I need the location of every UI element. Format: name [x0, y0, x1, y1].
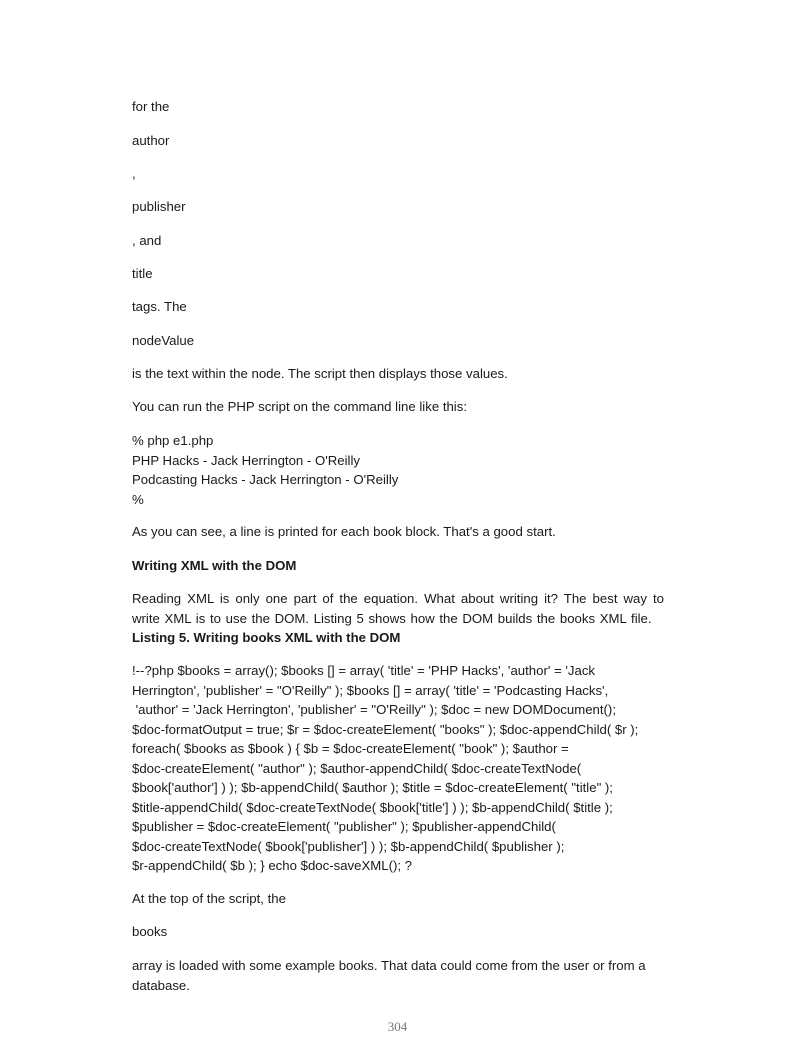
console-line: PHP Hacks - Jack Herrington - O'Reilly [132, 452, 360, 468]
section-heading: Writing XML with the DOM [132, 558, 297, 573]
code-line: $book['author'] ) ); $b-appendChild( $author ); $title = $doc-createElement( "title" ); [132, 780, 613, 795]
code-line: $doc-formatOutput = true; $r = $doc-createElement( "books" ); $doc-appendChild( $r ); [132, 721, 639, 737]
code-line: $publisher = $doc-createElement( "publisher" ); $publisher-appendChild( [132, 819, 556, 834]
text-fragment: for the [132, 99, 170, 114]
text-fragment: tags. The [132, 299, 187, 314]
code-line: Herrington', 'publisher' = "O'Reilly" ); $books [] = array( 'title' = 'Podcasting Hacks', [132, 682, 609, 698]
paragraph-line-printed: As you can see, a line is printed for each book block. That's a good start. [132, 524, 556, 539]
listing-title: Listing 5. Writing books XML with the DOM [132, 630, 401, 645]
code-line: foreach( $books as $book ) { $b = $doc-createElement( "book" ); $author = [132, 741, 569, 756]
text-fragment: , [132, 166, 136, 181]
paragraph-reading-xml: Reading XML is only one part of the equation. What about writing it? The best way to write XML is to use the DOM. Listing 5 shows how the DOM builds the books XML file. [132, 591, 664, 626]
code-line: 'author' = 'Jack Herrington', 'publisher' = "O'Reilly" ); $doc = new DOMDocument(); [132, 702, 616, 717]
console-line: % [132, 491, 144, 507]
code-line: $doc-createElement( "author" ); $author-appendChild( $doc-createTextNode( [132, 760, 582, 776]
code-line: $r-appendChild( $b ); } echo $doc-saveXML(); ? [132, 858, 413, 873]
text-fragment: books [132, 924, 168, 939]
console-line: Podcasting Hacks - Jack Herrington - O'Reilly [132, 472, 399, 487]
paragraph-top-of-script: At the top of the script, the [132, 891, 286, 906]
paragraph-array-loaded: array is loaded with some example books. That data could come from the user or from a database. [132, 958, 646, 993]
text-fragment: , and [132, 233, 162, 248]
code-listing [132, 661, 664, 876]
text-fragment: title [132, 266, 153, 281]
code-line: $doc-createTextNode( $book['publisher'] ) ); $b-appendChild( $publisher ); [132, 838, 565, 854]
page-number: 304 [387, 1019, 408, 1034]
console-line: % php e1.php [132, 433, 214, 448]
code-line: !--?php $books = array(); $books [] = array( 'title' = 'PHP Hacks', 'author' = 'Jack [132, 663, 596, 678]
code-line: $title-appendChild( $doc-createTextNode( $book['title'] ) ); $b-appendChild( $title ); [132, 799, 613, 815]
text-fragment: nodeValue [132, 333, 195, 348]
paragraph-node-text: is the text within the node. The script then displays those values. [132, 366, 508, 381]
text-fragment: publisher [132, 199, 186, 214]
paragraph-run-script: You can run the PHP script on the command line like this: [132, 399, 467, 414]
text-fragment: author [132, 133, 170, 148]
console-output [132, 431, 664, 509]
